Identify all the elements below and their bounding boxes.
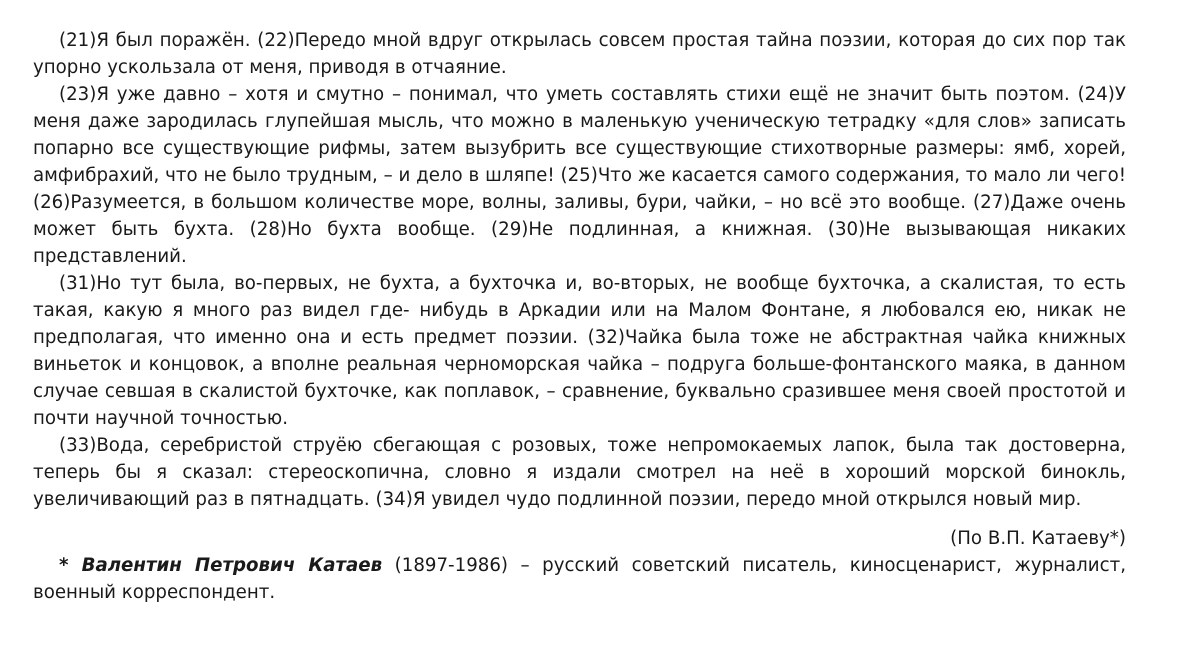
text-document bbox=[33, 27, 1126, 606]
footnote-author-name: * Валентин Петрович Катаев bbox=[59, 555, 383, 576]
footnote-text: (1897-1986) – русский советский писатель, киносценарист, журналист, военный корреспондент. bbox=[33, 555, 1126, 603]
source-attribution: (По В.П. Катаеву*) bbox=[950, 528, 1126, 549]
paragraph-3: (31)Но тут была, во-первых, не бухта, а бухточка и, во-вторых, не вообще бухточка, а скалистая, то есть такая, какую я много раз видел где- нибудь в Аркадии или на Малом Фонтане, я любовался ею, никак не предполагая, что именно она и есть предмет поэзии. (32)Чайка была тоже не абстрактная чайка книжных виньеток и концовок, а вполне реальная черноморская чайка – подруга больше-фонтанского маяка, в данном случае севшая в скалистой бухточке, как поплавок, – сравнение, буквально сразившее меня своей простотой и почти научной точностью. bbox=[33, 273, 1126, 429]
paragraph-1: (21)Я был поражён. (22)Передо мной вдруг открылась совсем простая тайна поэзии, которая до сих пор так упорно ускользала от меня, приводя в отчаяние. bbox=[33, 30, 1126, 78]
paragraph-4: (33)Вода, серебристой струёю сбегающая с розовых, тоже непромокаемых лапок, была так достоверна, теперь бы я сказал: стереоскопична, словно я издали смотрел на неё в хороший морской бинокль, увеличивающий раз в пятнадцать. (34)Я увидел чудо подлинной поэзии, передо мной открылся новый мир. bbox=[33, 435, 1126, 510]
author-footnote bbox=[33, 552, 1126, 606]
paragraph-2: (23)Я уже давно – хотя и смутно – понимал, что уметь составлять стихи ещё не значит быть поэтом. (24)У меня даже зародилась глупейшая мысль, что можно в маленькую ученическую тетрадку «для слов» записать попарно все существующие рифмы, затем вызубрить все существующие стихотворные размеры: ямб, хорей, амфибрахий, что не было трудным, – и дело в шляпе! (25)Что же касается самого содержания, то мало ли чего! (26)Разумеется, в большом количестве море, волны, заливы, бури, чайки, – но всё это вообще. (27)Даже очень может быть бухта. (28)Но бухта вообще. (29)Не подлинная, а книжная. (30)Не вызывающая никаких представлений. bbox=[33, 84, 1126, 267]
